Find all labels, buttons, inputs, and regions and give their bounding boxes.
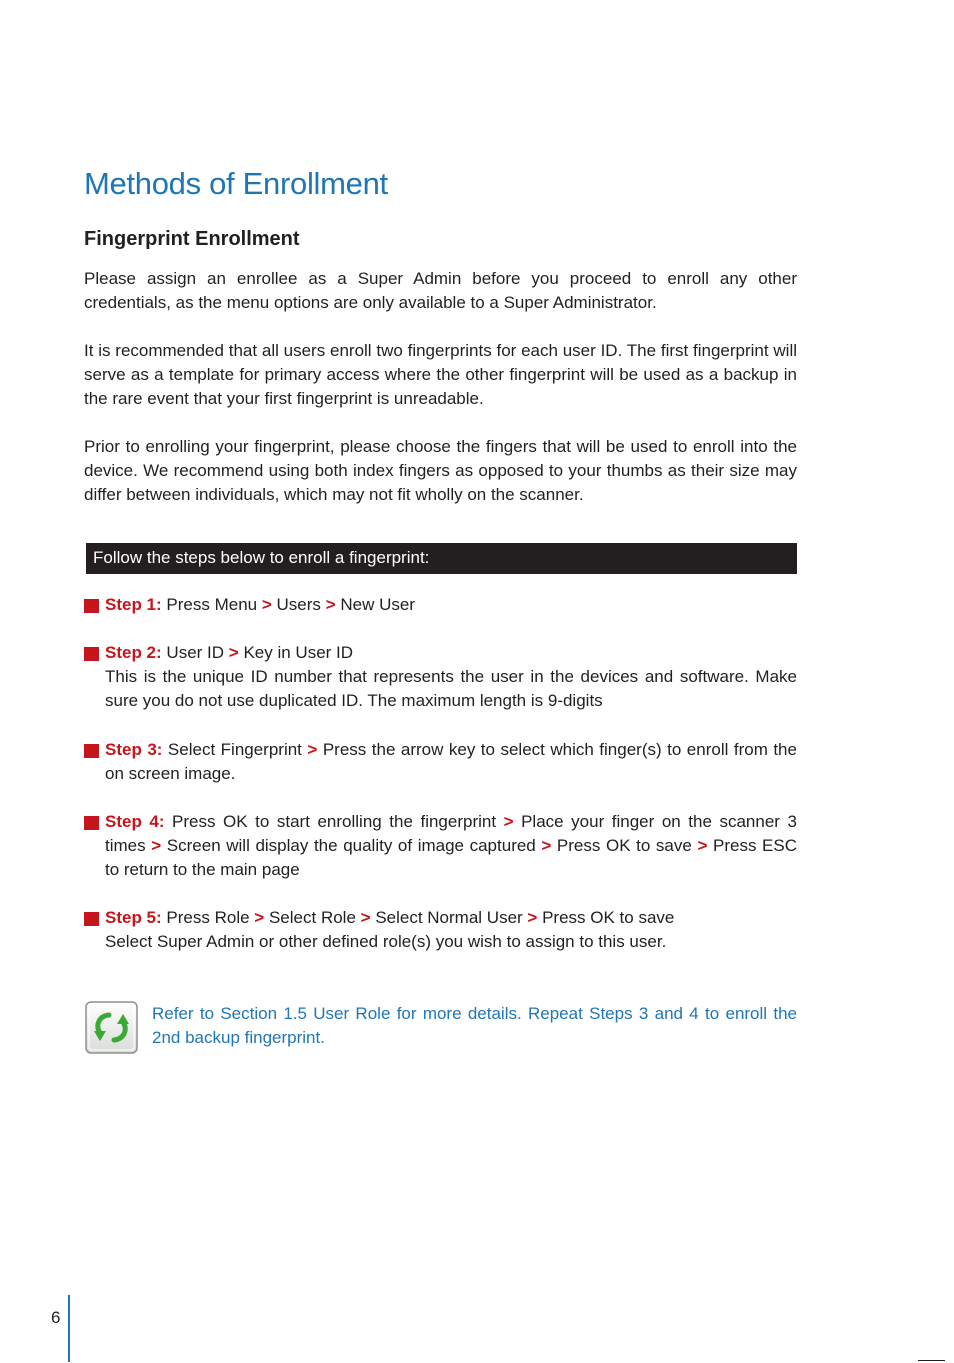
step-part: Press OK to save — [542, 908, 675, 927]
step-detail: This is the unique ID number that represents the user in the devices and software. Make sure you do not use duplicated ID. The maximum length is 9-digits — [105, 667, 797, 710]
step-part: Select Normal User — [375, 908, 523, 927]
step-part: Select Fingerprint — [167, 740, 302, 759]
step-separator: > — [503, 812, 514, 831]
step-part: Place your finger on the scanner 3 times — [105, 812, 797, 855]
step-5 — [84, 906, 797, 954]
intro-paragraph: Please assign an enrollee as a Super Admin before you proceed to enroll any other credentials, as the menu options are only available to a Super Administrator. — [84, 269, 797, 312]
step-label: Step 1: — [105, 595, 162, 614]
step-body — [105, 641, 797, 713]
step-part: Select Role — [268, 908, 356, 927]
step-part: New User — [340, 595, 415, 614]
step-separator: > — [541, 836, 552, 855]
finger-choice-paragraph: Prior to enrolling your fingerprint, please choose the fingers that will be used to enroll into the device. We recommend using both index fingers as opposed to your thumbs as their size may differ between individuals, which may not fit wholly on the scanner. — [84, 437, 797, 504]
step-separator: > — [527, 908, 538, 927]
page-title: Methods of Enrollment — [84, 166, 388, 201]
margin-rule — [68, 1295, 70, 1362]
steps-banner: Follow the steps below to enroll a fingerprint: — [86, 543, 797, 574]
step-label: Step 3: — [105, 740, 163, 759]
step-part: Key in User ID — [243, 643, 354, 662]
note-text: Refer to Section 1.5 User Role for more details. Repeat Steps 3 and 4 to enroll the 2nd backup fingerprint. — [152, 1004, 797, 1047]
recommendation-paragraph: It is recommended that all users enroll two fingerprints for each user ID. The first fingerprint will serve as a template for primary access where the other fingerprint will be used as a backup in the rare event that your first fingerprint is unreadable. — [84, 341, 797, 408]
step-separator: > — [360, 908, 371, 927]
step-separator: > — [228, 643, 239, 662]
step-separator: > — [697, 836, 708, 855]
step-label: Step 2: — [105, 643, 162, 662]
red-square-bullet-icon — [84, 912, 99, 926]
step-part: Press ESC to return to the main page — [105, 836, 797, 879]
refresh-arrows-icon — [85, 1001, 138, 1054]
step-3 — [84, 738, 797, 786]
step-body — [105, 906, 797, 954]
page-number: 6 — [51, 1308, 61, 1327]
step-body — [105, 593, 797, 617]
red-square-bullet-icon — [84, 816, 99, 830]
step-part: Press the arrow key to select which finger(s) to enroll from the on screen image. — [105, 740, 797, 783]
step-part: Press Menu — [166, 595, 258, 614]
step-body — [105, 810, 797, 882]
step-body — [105, 738, 797, 786]
step-1 — [84, 593, 797, 617]
step-separator: > — [151, 836, 162, 855]
step-2 — [84, 641, 797, 713]
red-square-bullet-icon — [84, 744, 99, 758]
step-detail: Select Super Admin or other defined role(s) you wish to assign to this user. — [105, 932, 667, 951]
corner-rule — [918, 1360, 945, 1361]
step-separator: > — [307, 740, 318, 759]
step-label: Step 5: — [105, 908, 162, 927]
step-4 — [84, 810, 797, 882]
section-heading: Fingerprint Enrollment — [84, 228, 300, 250]
step-separator: > — [261, 595, 272, 614]
step-part: Press OK to start enrolling the fingerprint — [172, 812, 497, 831]
red-square-bullet-icon — [84, 599, 99, 613]
step-part: Screen will display the quality of image captured — [166, 836, 536, 855]
step-part: Press Role — [166, 908, 250, 927]
step-part: User ID — [166, 643, 225, 662]
step-separator: > — [325, 595, 336, 614]
step-separator: > — [254, 908, 265, 927]
red-square-bullet-icon — [84, 647, 99, 661]
step-part: Press OK to save — [556, 836, 692, 855]
step-label: Step 4: — [105, 812, 165, 831]
step-part: Users — [276, 595, 321, 614]
